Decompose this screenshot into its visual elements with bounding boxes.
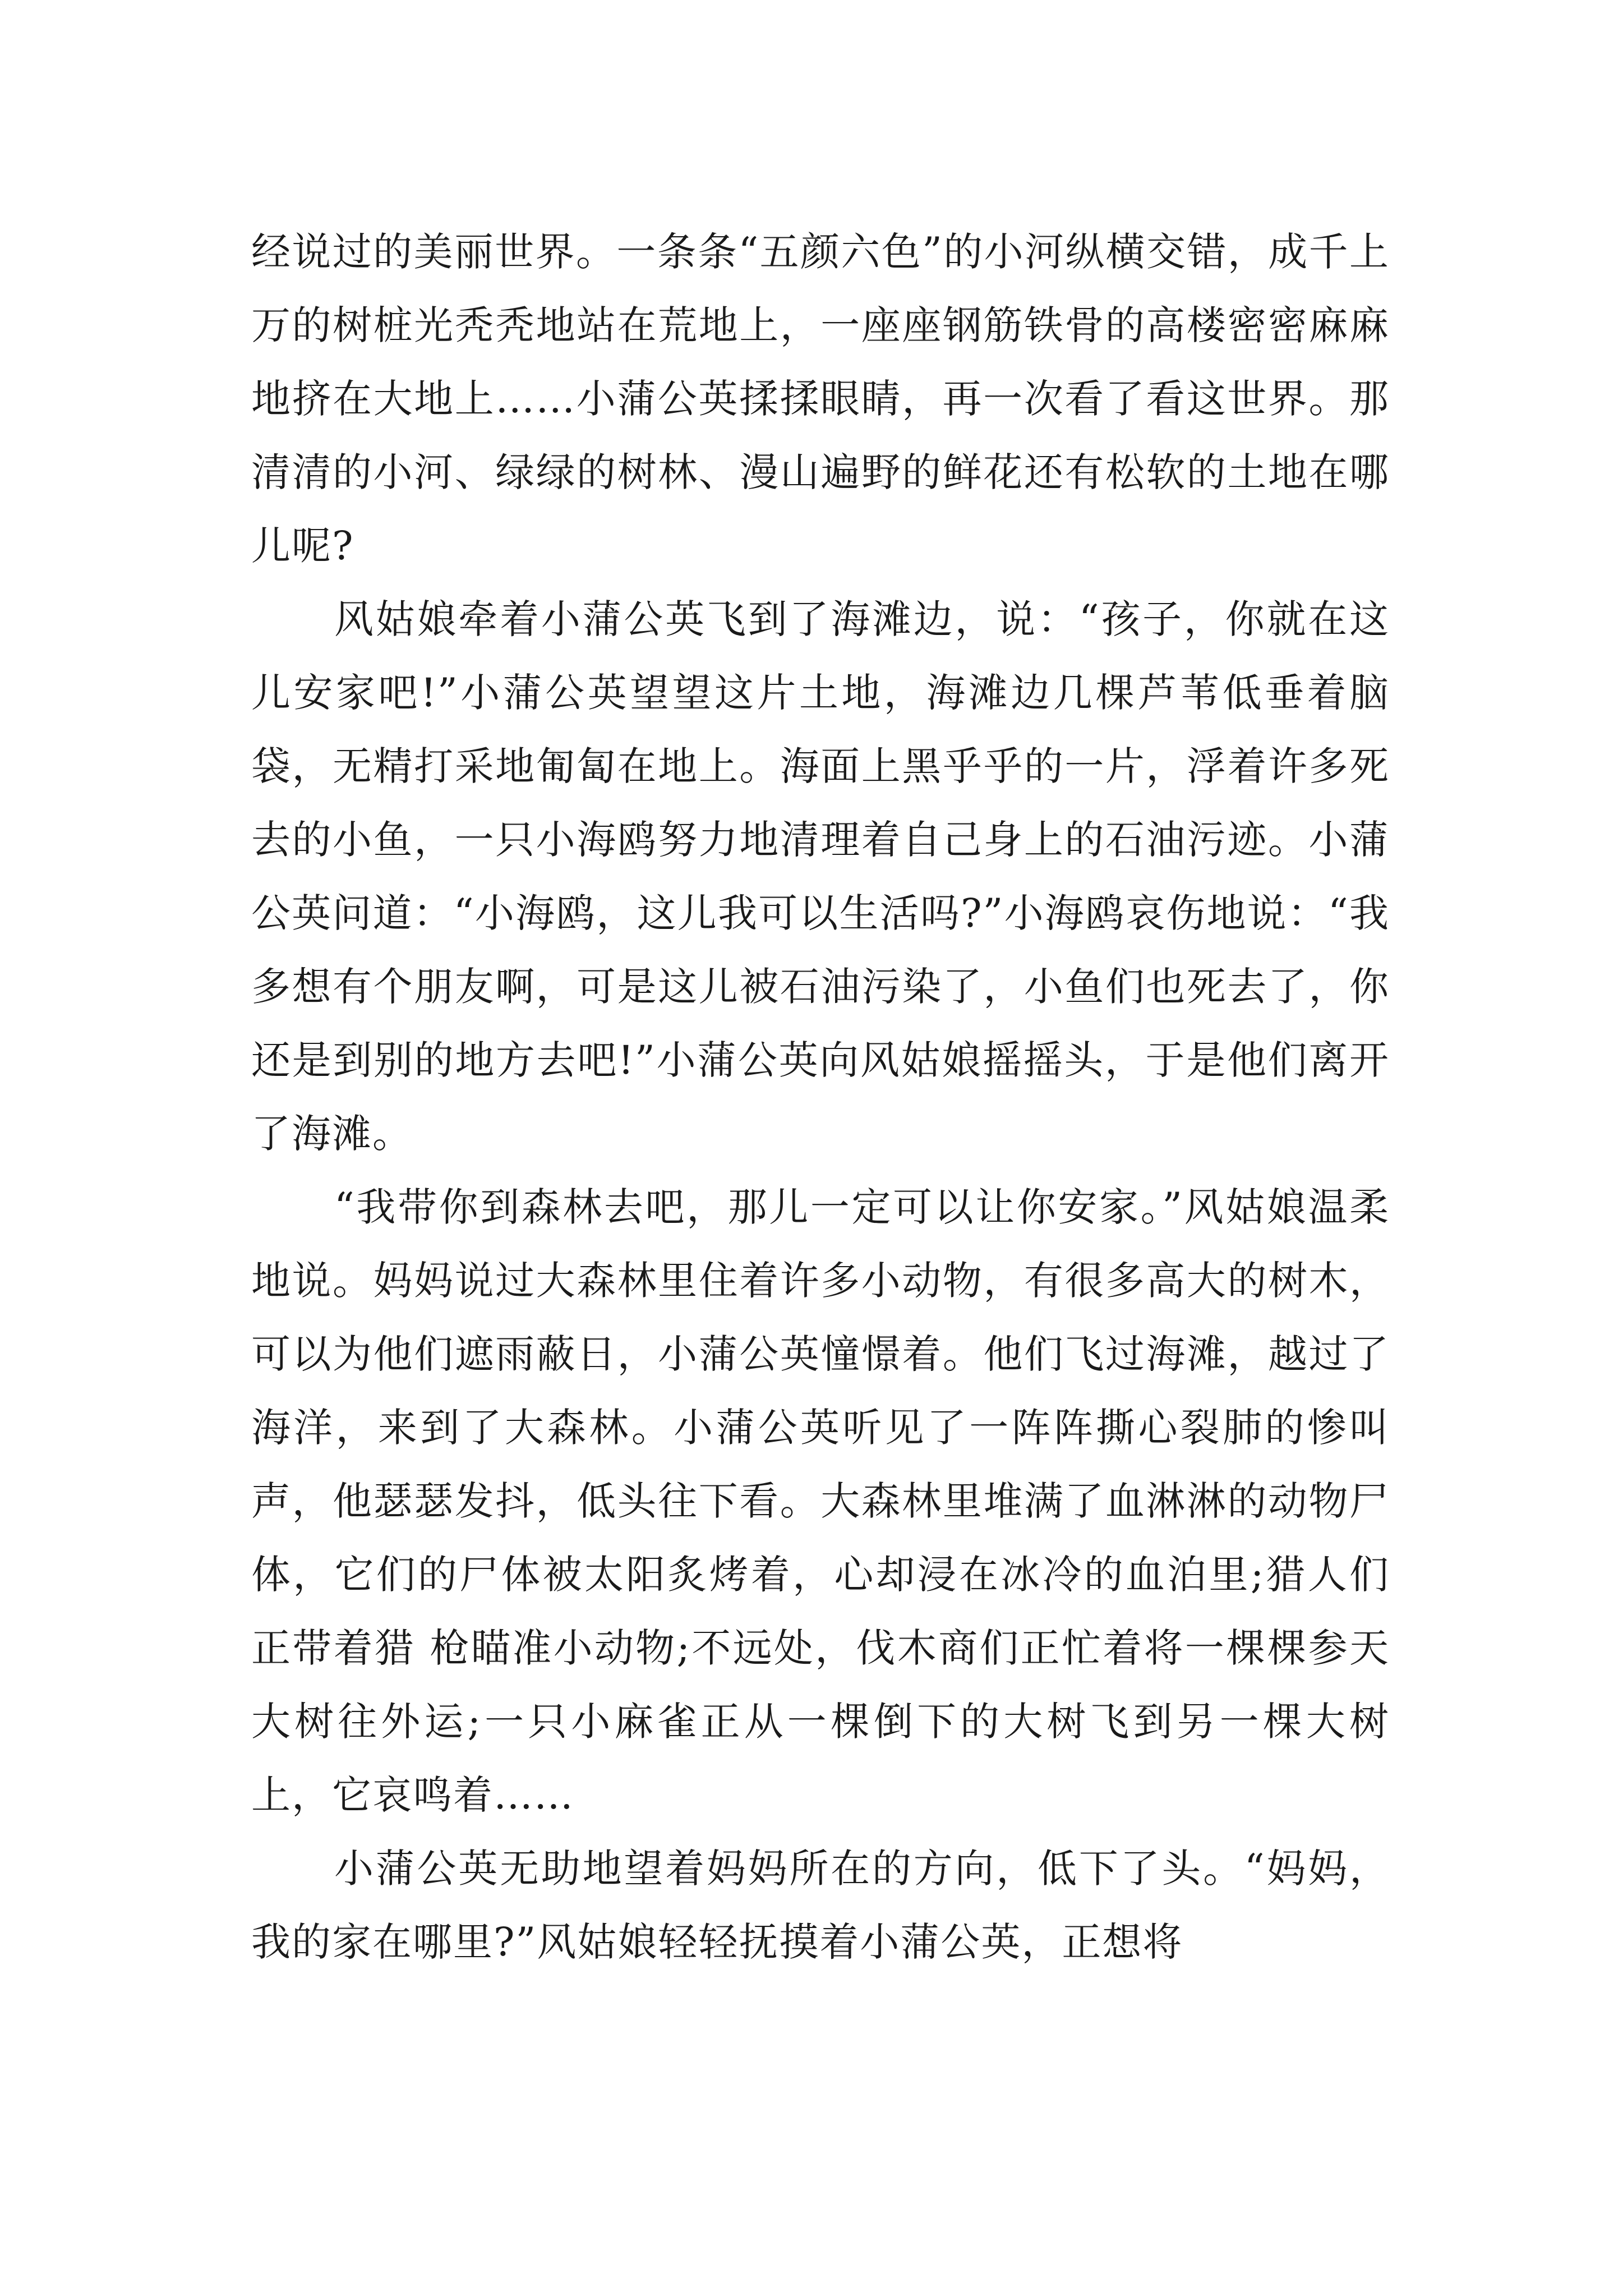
paragraph-4: 小蒲公英无助地望着妈妈所在的方向，低下了头。“妈妈，我的家在哪里?”风姑娘轻轻抚摸着小蒲公英，正想将: [251, 1846, 1390, 1965]
paragraph-2: 风姑娘牵着小蒲公英飞到了海滩边，说：“孩子，你就在这儿安家吧!”小蒲公英望望这片土地，海滩边几棵芦苇低垂着脑袋，无精打采地匍匐在地上。海面上黑乎乎的一片，浮着许多死去的小鱼，一只小海鸥努力地清理着自己身上的石油污迹。小蒲公英问道：“小海鸥，这儿我可以生活吗?”小海鸥哀伤地说：“我多想有个朋友啊，可是这儿被石油污染了，小鱼们也死去了，你还是到别的地方去吧!”小蒲公英向风姑娘摇摇头，于是他们离开了海滩。: [251, 596, 1390, 1157]
story-text: [251, 215, 1390, 1979]
paragraph-1: 经说过的美丽世界。一条条“五颜六色”的小河纵横交错，成千上万的树桩光秃秃地站在荒地上，一座座钢筋铁骨的高楼密密麻麻地挤在大地上……小蒲公英揉揉眼睛，再一次看了看这世界。那清清的小河、绿绿的树林、漫山遍野的鲜花还有松软的土地在哪儿呢?: [251, 229, 1390, 569]
paragraph-3: “我带你到森林去吧，那儿一定可以让你安家。”风姑娘温柔地说。妈妈说过大森林里住着许多小动物，有很多高大的树木，可以为他们遮雨蔽日，小蒲公英憧憬着。他们飞过海滩，越过了海洋，来到了大森林。小蒲公英听见了一阵阵撕心裂肺的惨叫声，他瑟瑟发抖，低头往下看。大森林里堆满了血淋淋的动物尸体，它们的尸体被太阳炙烤着，心却浸在冰冷的血泊里;猎人们正带着猎 枪瞄准小动物;不远处，伐木商们正忙着将一棵棵参天大树往外运;一只小麻雀正从一棵倒下的大树飞到另一棵大树上，它哀鸣着……: [251, 1184, 1390, 1818]
